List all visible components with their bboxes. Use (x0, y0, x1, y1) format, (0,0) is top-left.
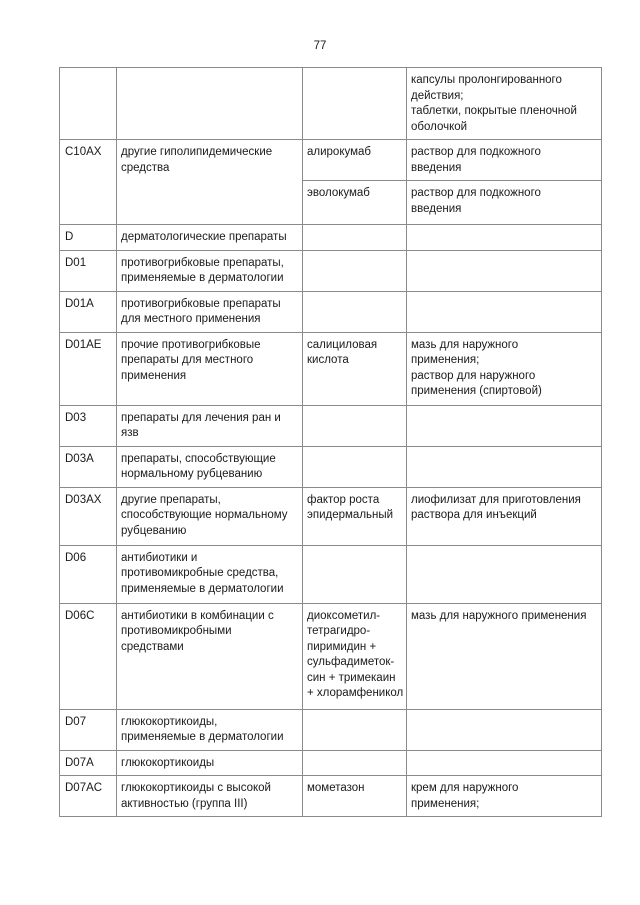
table-row (60, 68, 602, 140)
cell-text-line: противомикробными (121, 625, 232, 637)
atc-code-cell (60, 487, 117, 545)
cell-text-line: активностью (группа III) (121, 797, 248, 810)
cell-text-line: син + тримекаин (307, 671, 396, 684)
cell-text-line: эволокумаб (307, 187, 370, 199)
cell-text-line: пиримидин + (307, 640, 377, 653)
dosage-form-cell (407, 225, 602, 251)
cell-text-line: салициловая (307, 338, 378, 351)
drug-name-cell (303, 291, 407, 332)
cell-text-line: рубцеванию (121, 524, 187, 537)
cell-text-line: раствор для подкожного (411, 146, 541, 158)
drug-name-cell (303, 487, 407, 545)
cell-text-line: алирокумаб (307, 146, 371, 158)
table-row (60, 332, 602, 405)
cell-text-line: применения; (411, 797, 480, 810)
table-row (60, 291, 602, 332)
drug-name-cell (303, 225, 407, 251)
atc-code-cell (60, 446, 117, 487)
group-description-cell (117, 545, 303, 603)
cell-text-line: + хлорамфеникол (307, 687, 404, 699)
cell-text-line: мометазон (307, 782, 365, 794)
atc-code-cell (60, 140, 117, 225)
cell-text-line: препараты для местного (121, 354, 254, 366)
cell-text-line: антибиотики и (121, 551, 198, 564)
cell-text-line: эпидермальный (307, 509, 394, 521)
cell-text-line: раствора для инъекций (411, 509, 537, 521)
group-description-cell (117, 487, 303, 545)
table-row (60, 709, 602, 750)
cell-text-line: дерматологические препараты (121, 231, 287, 243)
cell-text-line: D03AX (65, 493, 102, 506)
cell-text-line: средства (121, 161, 170, 174)
cell-text-line: действия; (411, 89, 464, 102)
dosage-form-cell (407, 181, 602, 225)
cell-text-line: средствами (121, 640, 184, 653)
cell-text-line: введения (411, 202, 462, 215)
cell-text-line: язв (121, 427, 139, 439)
cell-text-line: оболочкой (411, 120, 468, 133)
atc-code-cell (60, 776, 117, 817)
cell-text-line: применяемые в дерматологии (121, 582, 284, 595)
dosage-form-cell (407, 545, 602, 603)
cell-text-line: крем для наружного (411, 782, 519, 794)
table-row (60, 140, 602, 181)
cell-text-line: D03A (65, 452, 94, 465)
group-description-cell (117, 603, 303, 709)
group-description-cell (117, 225, 303, 251)
atc-code-cell (60, 405, 117, 446)
drug-name-cell (303, 332, 407, 405)
group-description-cell (117, 291, 303, 332)
group-description-cell (117, 140, 303, 225)
cell-text-line: D07AC (65, 782, 103, 794)
cell-text-line: глюкокортикоиды (121, 756, 215, 769)
cell-text-line: противомикробные средства, (121, 567, 279, 579)
atc-code-cell (60, 225, 117, 251)
drug-table (59, 67, 602, 817)
drug-name-cell (303, 181, 407, 225)
table-row (60, 405, 602, 446)
group-description-cell (117, 446, 303, 487)
dosage-form-cell (407, 405, 602, 446)
cell-text-line: D07 (65, 715, 87, 728)
cell-text-line: D (65, 231, 74, 243)
cell-text-line: препараты, способствующие (121, 452, 276, 465)
atc-code-cell (60, 250, 117, 291)
drug-name-cell (303, 140, 407, 181)
cell-text-line: D03 (65, 411, 87, 424)
atc-code-cell (60, 68, 117, 140)
group-description-cell (117, 332, 303, 405)
cell-text-line: фактор роста (307, 493, 380, 506)
cell-text-line: раствор для наружного (411, 369, 536, 382)
atc-code-cell (60, 332, 117, 405)
drug-name-cell (303, 405, 407, 446)
table-row (60, 446, 602, 487)
cell-text-line: D06C (65, 609, 95, 622)
drug-name-cell (303, 603, 407, 709)
cell-text-line: антибиотики в комбинации с (121, 609, 274, 622)
drug-name-cell (303, 776, 407, 817)
cell-text-line: применения (121, 369, 187, 382)
atc-code-cell (60, 291, 117, 332)
cell-text-line: C10AX (65, 146, 102, 158)
cell-text-line: применения (спиртовой) (411, 385, 542, 397)
cell-text-line: другие препараты, (121, 493, 221, 506)
cell-text-line: применения; (411, 354, 480, 366)
table-row (60, 225, 602, 251)
atc-code-cell (60, 709, 117, 750)
cell-text-line: применяемые в дерматологии (121, 272, 284, 284)
cell-text-line: кислота (307, 354, 349, 366)
table-row (60, 603, 602, 709)
cell-text-line: капсулы пролонгированного (411, 74, 562, 86)
group-description-cell (117, 405, 303, 446)
cell-text-line: глюкокортикоиды, (121, 715, 218, 728)
dosage-form-cell (407, 750, 602, 776)
drug-name-cell (303, 68, 407, 140)
group-description-cell (117, 250, 303, 291)
page-number: 77 (313, 40, 327, 52)
table-row (60, 487, 602, 545)
dosage-form-cell (407, 446, 602, 487)
dosage-form-cell (407, 68, 602, 140)
cell-text-line: диоксометил- (307, 609, 381, 622)
cell-text-line: лиофилизат для приготовления (411, 493, 581, 506)
table-body (60, 68, 602, 817)
cell-text-line: нормальному рубцеванию (121, 468, 263, 480)
dosage-form-cell (407, 487, 602, 545)
dosage-form-cell (407, 332, 602, 405)
dosage-form-cell (407, 603, 602, 709)
drug-name-cell (303, 545, 407, 603)
cell-text-line: сульфадиметок- (307, 656, 395, 668)
dosage-form-cell (407, 140, 602, 181)
group-description-cell (117, 709, 303, 750)
cell-text-line: глюкокортикоиды с высокой (121, 782, 271, 794)
group-description-cell (117, 750, 303, 776)
cell-text-line: D01AE (65, 338, 102, 351)
cell-text-line: препараты для лечения ран и (121, 411, 281, 424)
dosage-form-cell (407, 291, 602, 332)
drug-name-cell (303, 250, 407, 291)
cell-text-line: тетрагидро- (307, 625, 371, 637)
atc-code-cell (60, 750, 117, 776)
cell-text-line: применяемые в дерматологии (121, 731, 284, 743)
cell-text-line: D06 (65, 551, 87, 564)
drug-name-cell (303, 709, 407, 750)
cell-text-line: другие гиполипидемические (121, 146, 273, 158)
cell-text-line: D01 (65, 256, 87, 269)
cell-text-line: способствующие нормальному (121, 509, 288, 521)
cell-text-line: раствор для подкожного (411, 187, 541, 199)
drug-name-cell (303, 446, 407, 487)
table-row (60, 750, 602, 776)
group-description-cell (117, 776, 303, 817)
group-description-cell (117, 68, 303, 140)
table-row (60, 776, 602, 817)
cell-text-line: таблетки, покрытые пленочной (411, 105, 577, 117)
atc-code-cell (60, 545, 117, 603)
dosage-form-cell (407, 250, 602, 291)
cell-text-line: противогрибковые препараты, (121, 256, 284, 269)
atc-code-cell (60, 603, 117, 709)
dosage-form-cell (407, 776, 602, 817)
dosage-form-cell (407, 709, 602, 750)
cell-text-line: введения (411, 161, 462, 174)
table-row (60, 545, 602, 603)
cell-text-line: для местного применения (121, 313, 261, 325)
cell-text-line: D07A (65, 756, 94, 769)
cell-text-line: мазь для наружного применения (411, 609, 587, 622)
drug-name-cell (303, 750, 407, 776)
cell-text-line: противогрибковые препараты (121, 297, 281, 310)
cell-text-line: мазь для наружного (411, 338, 519, 351)
cell-text-line: прочие противогрибковые (121, 338, 261, 351)
cell-text-line: D01A (65, 297, 94, 310)
table-row (60, 250, 602, 291)
